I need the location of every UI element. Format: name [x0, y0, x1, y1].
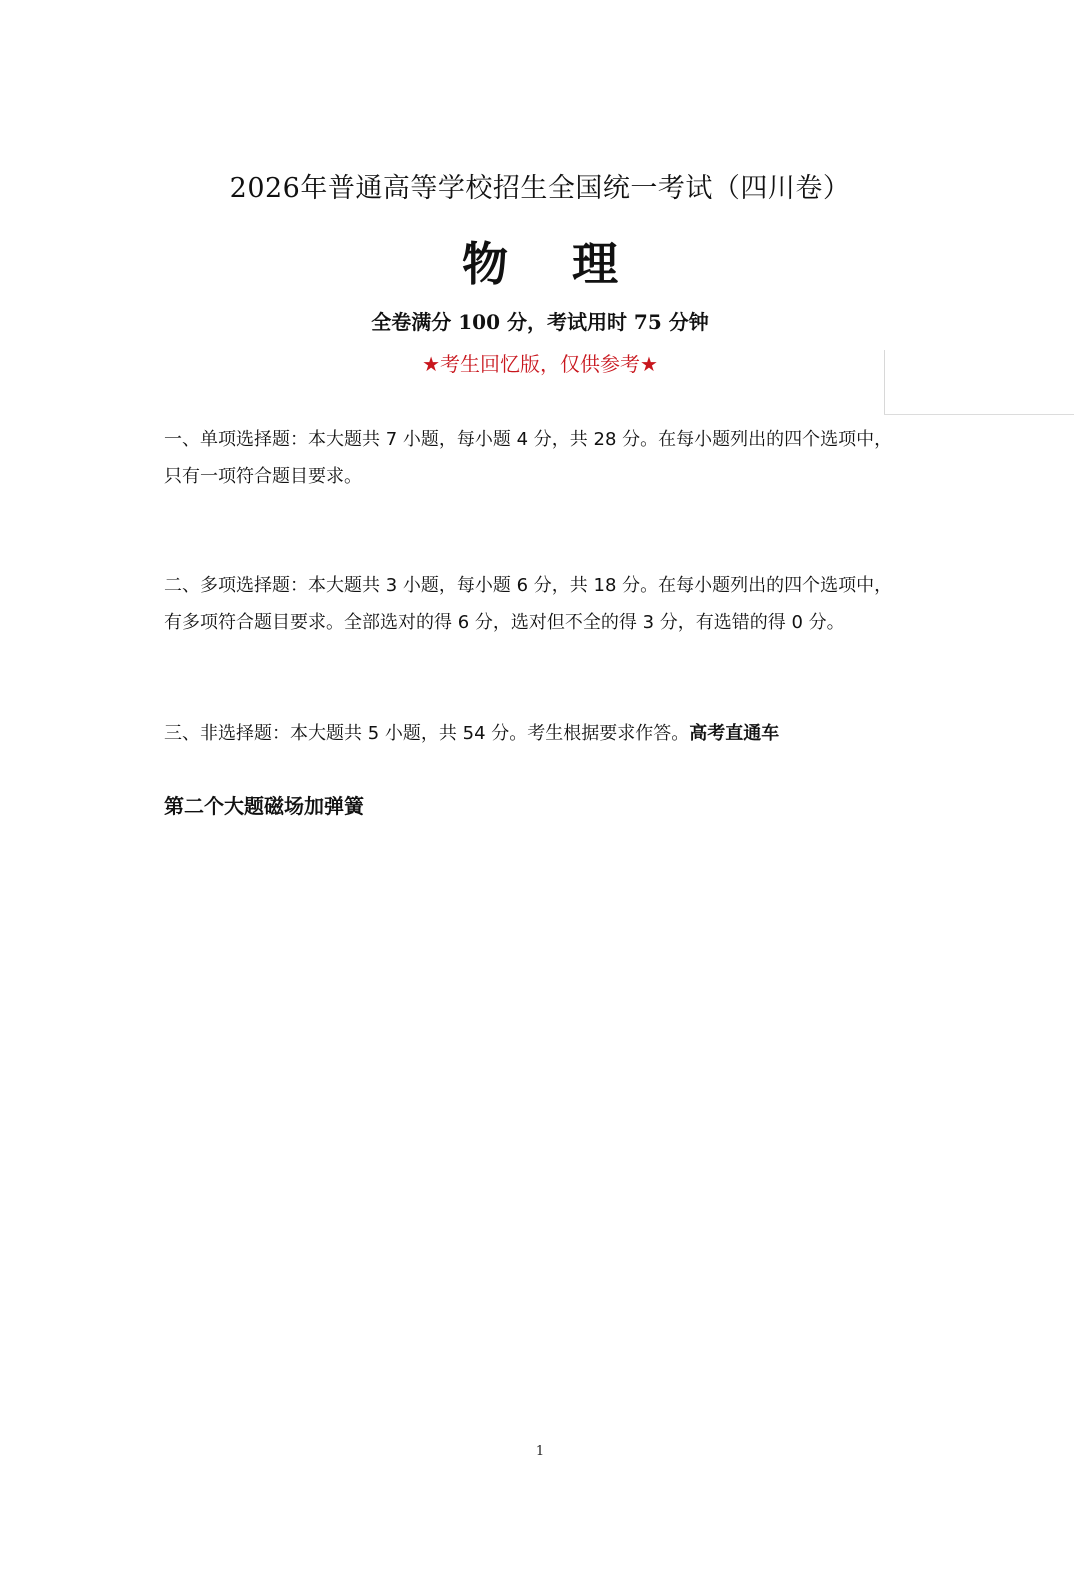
recall-note: 第二个大题磁场加弹簧	[164, 794, 364, 818]
section-non-choice	[164, 715, 924, 752]
section-non-choice-text: 三、非选择题：本大题共 5 小题，共 54 分。考生根据要求作答。	[164, 723, 690, 744]
section-multiple-choice-line-1: 二、多项选择题：本大题共 3 小题，每小题 6 分，共 18 分。在每小题列出的四个选项中，	[164, 575, 893, 596]
scan-edge-mark	[884, 350, 885, 414]
section-single-choice-line-2: 只有一项符合题目要求。	[164, 466, 362, 487]
exam-title: 2026年普通高等学校招生全国统一考试（四川卷）	[229, 173, 851, 204]
section-non-choice-tail: 高考直通车	[689, 723, 780, 744]
page-number: 1	[535, 1444, 545, 1459]
section-single-choice-line-1: 一、单项选择题：本大题共 7 小题，每小题 4 分，共 28 分。在每小题列出的四个选项中，	[164, 429, 893, 450]
section-single-choice	[164, 421, 924, 495]
subject-title: 物 理	[461, 237, 642, 291]
edition-note: ★考生回忆版，仅供参考★	[422, 352, 658, 376]
score-info: 全卷满分 100 分，考试用时 75 分钟	[371, 310, 709, 334]
section-multiple-choice-line-2: 有多项符合题目要求。全部选对的得 6 分，选对但不全的得 3 分，有选错的得 0 分。	[164, 612, 845, 633]
section-multiple-choice	[164, 567, 924, 641]
scan-edge-mark	[884, 414, 1074, 415]
